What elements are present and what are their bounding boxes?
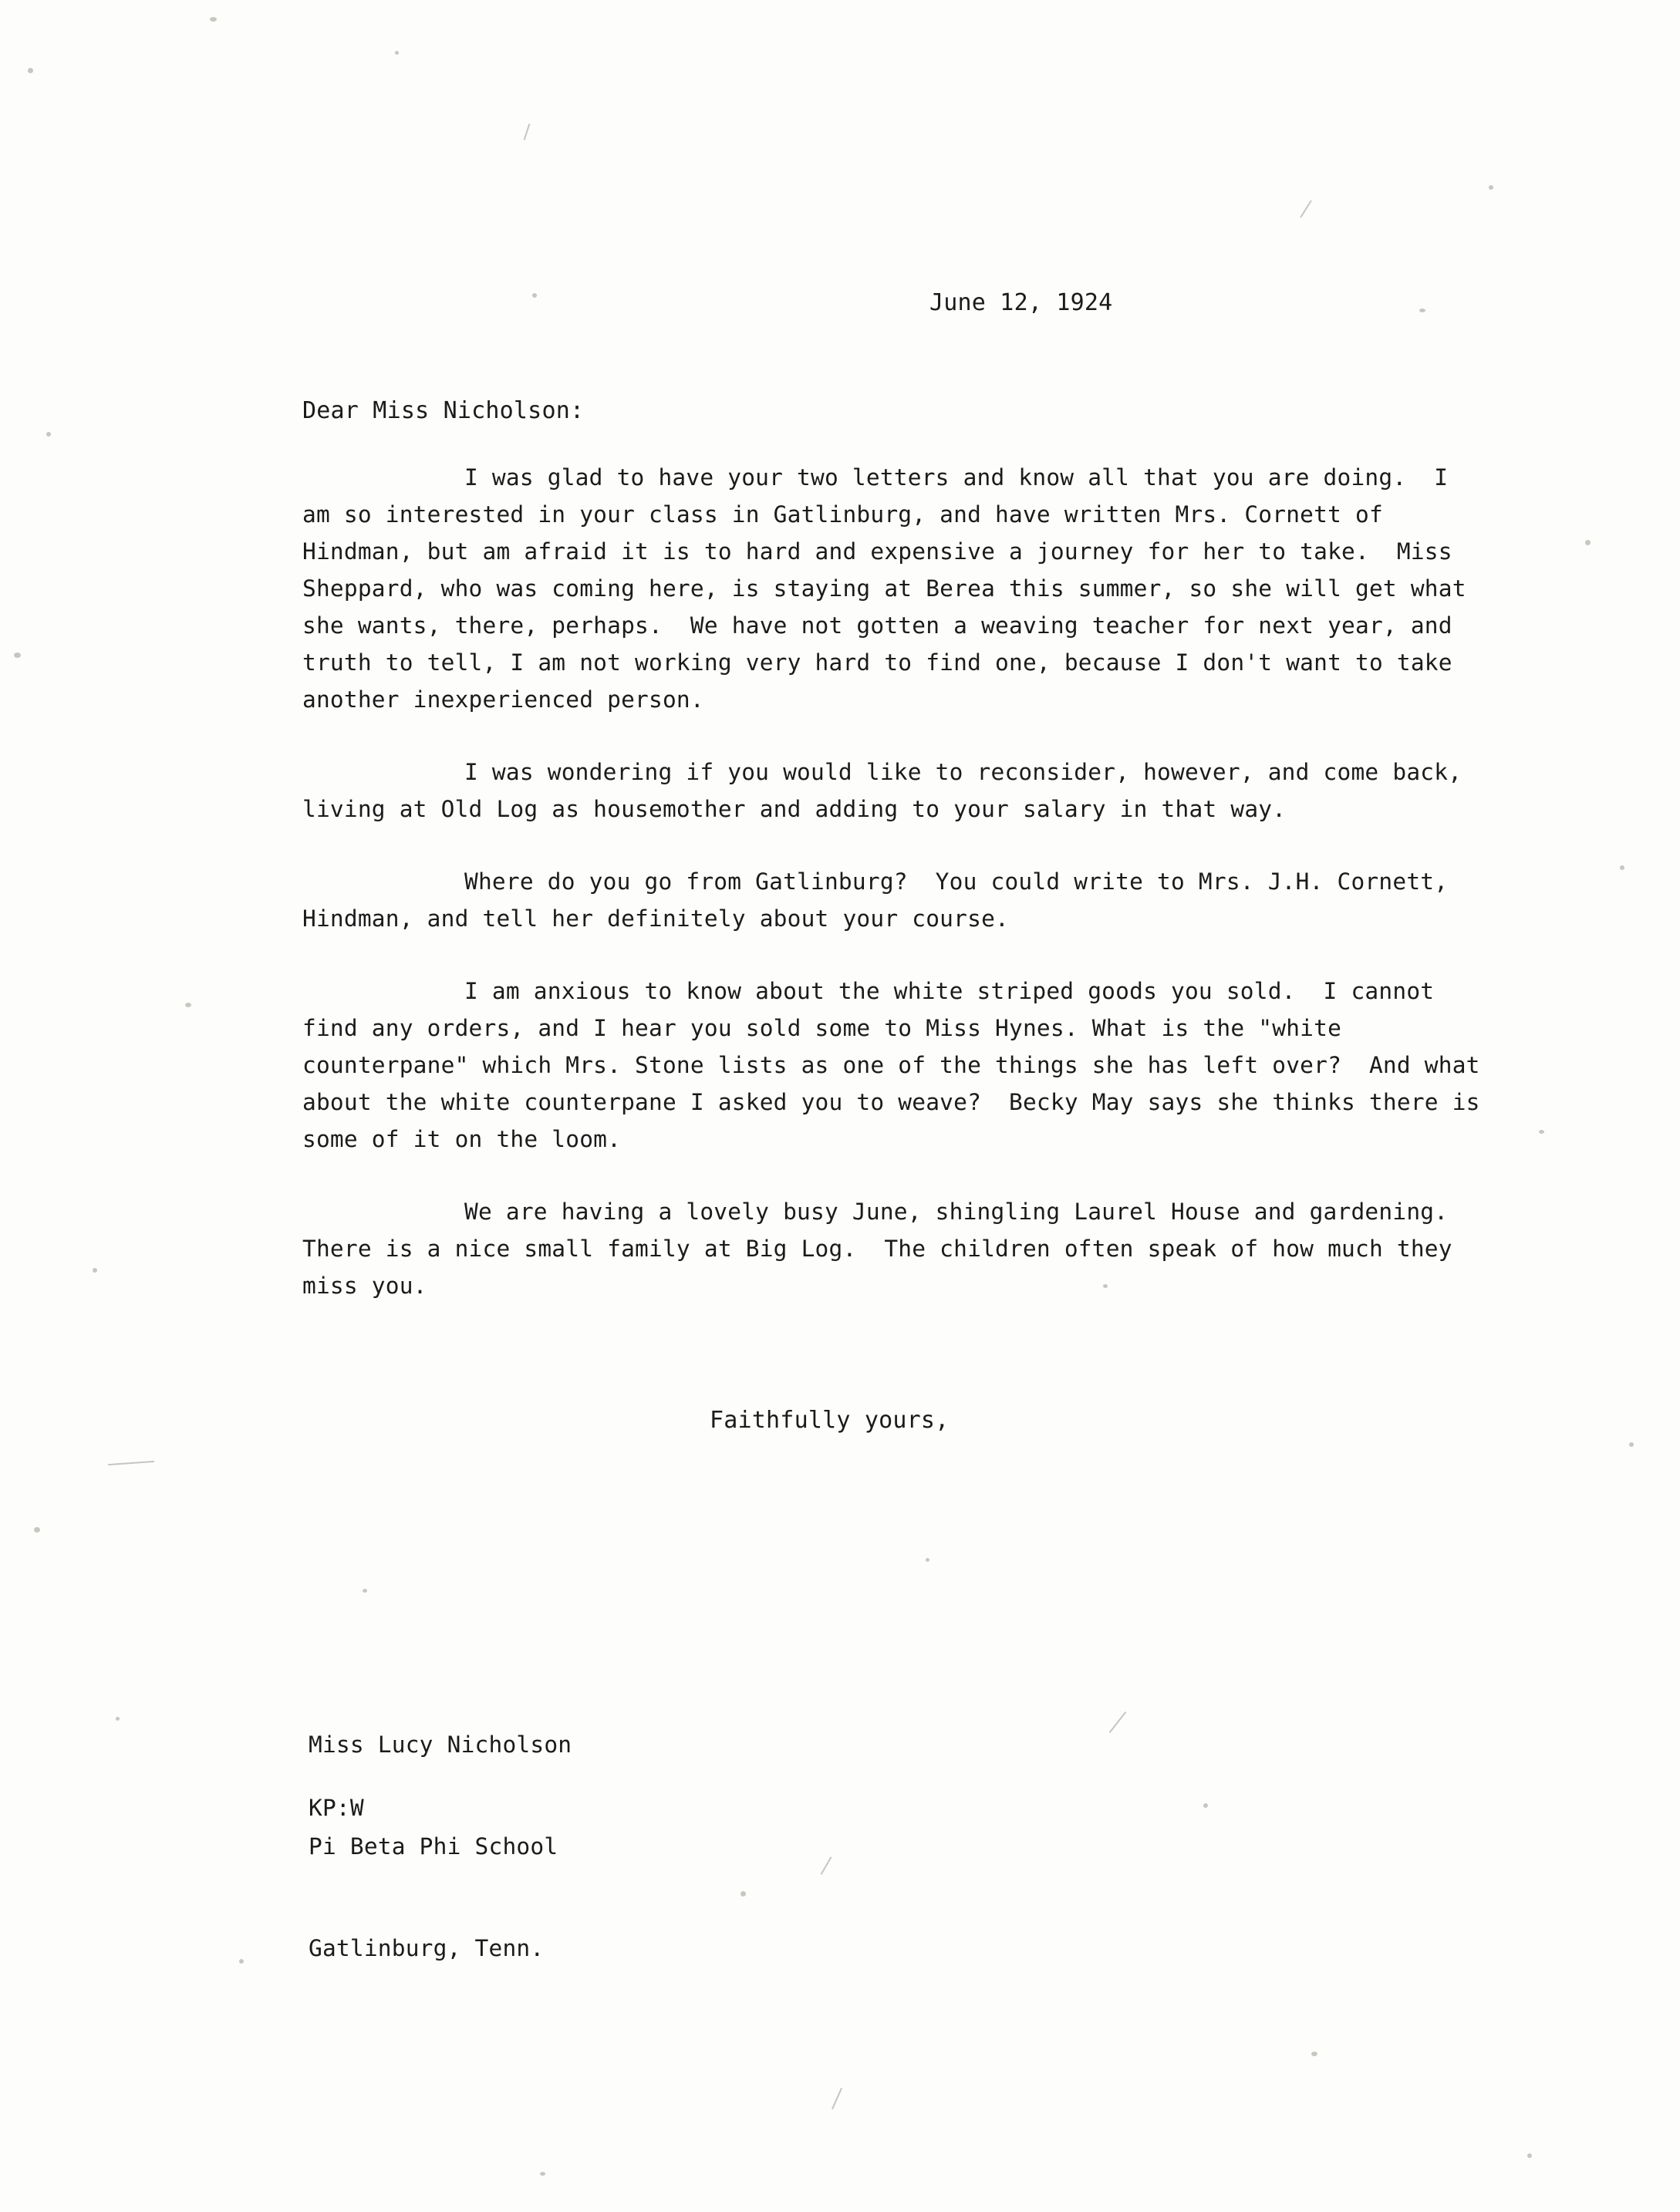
address-line-1: Miss Lucy Nicholson — [309, 1731, 572, 1758]
paragraph — [302, 459, 1483, 718]
paragraph-text: We are having a lovely busy June, shingling Laurel House and gardening. There is a nice small family at Big Log. The children often speak of how much they miss you. — [302, 1199, 1476, 1299]
paragraph-text: I was wondering if you would like to reconsider, however, and come back, living at Old Log as housemother and adding to your salary in that way. — [302, 759, 1476, 822]
paragraph-text: I was glad to have your two letters and know all that you are doing. I am so interested in your class in Gatlinburg, and have written Mrs. Cornett of Hindman, but am afraid it is to hard and expensive a journey for her to take. Miss Sheppard, who was coming here, is staying at Berea this summer, so she will get what she wants, there, perhaps. We have not gotten a weaving teacher for next year, and truth to tell, I am not working very hard to find one, because I don't want to take another inexperienced person. — [302, 464, 1480, 713]
paragraph — [302, 754, 1483, 828]
paragraph-text: Where do you go from Gatlinburg? You could write to Mrs. J.H. Cornett, Hindman, and tell her definitely about your course. — [302, 868, 1462, 932]
date-line: June 12, 1924 — [929, 289, 1113, 316]
paragraph — [302, 973, 1494, 1158]
closing-line: Faithfully yours, — [710, 1407, 950, 1434]
paragraph — [302, 863, 1483, 937]
paragraph — [302, 1193, 1483, 1304]
typist-initials: KP:W — [309, 1795, 364, 1821]
address-line-2: Pi Beta Phi School — [309, 1833, 558, 1860]
address-line-3: Gatlinburg, Tenn. — [309, 1935, 545, 1961]
recipient-address — [309, 1660, 572, 2033]
paragraph-list — [302, 459, 1494, 1340]
paragraph-text: I am anxious to know about the white striped goods you sold. I cannot find any orders, and I hear you sold some to Miss Hynes. What is the "white counterpane" which Mrs. Stone lists as one of the things she has left over? And what about the white counterpane I asked you to weave? Becky May says she thinks there is some of it on the loom. — [302, 978, 1494, 1152]
salutation-line: Dear Miss Nicholson: — [302, 397, 585, 424]
